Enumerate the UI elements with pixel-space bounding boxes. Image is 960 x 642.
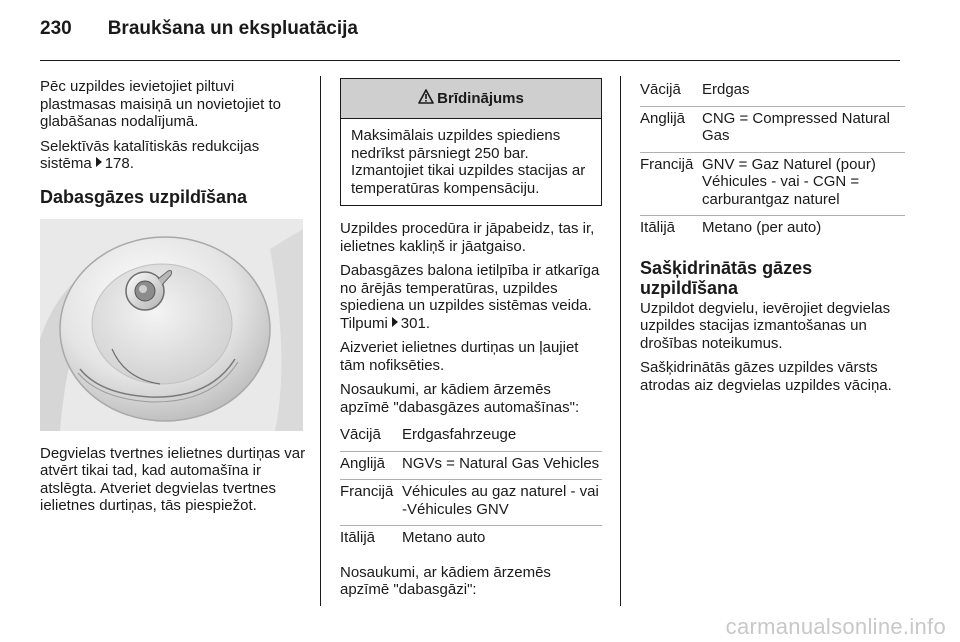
paragraph: Pēc uzpildes ievietojiet piltuvi plastmasas maisiņā un novietojiet to glabāšanas nodalījumā. — [40, 78, 281, 130]
table-cell-country: Francijā — [640, 153, 702, 217]
paragraph: Nosaukumi, ar kādiem ārzemēs apzīmē "dabasgāzes automašīnas": — [340, 381, 580, 416]
section-heading: Sašķidrinātās gāzes uzpildīšana — [640, 257, 813, 298]
paragraph: Uzpildot degvielu, ievērojiet degvielas uzpildes stacijas izmantošanas un drošības noteikumus. — [640, 299, 891, 352]
column-divider-1 — [320, 76, 321, 606]
warning-title: Brīdinājums — [437, 89, 524, 107]
table-cell-name: Erdgasfahrzeuge — [402, 423, 602, 452]
table-cell-country: Vācijā — [340, 423, 402, 452]
column-1 — [40, 78, 308, 522]
page-reference[interactable]: 301. — [400, 314, 430, 332]
paragraph: Aizveriet ielietnes durtiņas un ļaujiet tām nofiksēties. — [340, 339, 579, 374]
table-cell-name: GNV = Gaz Naturel (pour) Véhicules - vai - CGN = carburantgaz naturel — [702, 153, 905, 217]
section-heading: Dabasgāzes uzpildīšana — [40, 186, 248, 207]
page-header — [40, 18, 358, 40]
paragraph: Nosaukumi, ar kādiem ārzemēs apzīmē "dabasgāzi": — [340, 563, 551, 598]
page-number: 230 — [40, 18, 72, 39]
paragraph-xref: Dabasgāzes balona ietilpība ir atkarīga no ārējās temperatūras, uzpildes spiediena un uzpildes sistēmas veida. Tilpumi 301. — [340, 262, 600, 332]
page-reference-icon — [96, 157, 102, 167]
table-cell-name: Erdgas — [702, 78, 905, 107]
table-cell-country: Francijā — [340, 480, 402, 526]
warning-header — [341, 79, 601, 119]
column-divider-2 — [620, 76, 621, 606]
table-cell-name: Véhicules au gaz naturel - vai -Véhicules GNV — [402, 480, 602, 526]
table-cell-country: Itālijā — [340, 529, 376, 546]
table-cell-name: CNG = Compressed Natural Gas — [702, 107, 905, 153]
column-3 — [640, 78, 905, 401]
warning-triangle-icon — [418, 89, 434, 109]
table-cell-name: Metano (per auto) — [702, 219, 822, 236]
paragraph: Degvielas tvertnes ielietnes durtiņas var atvērt tikai tad, kad automašīna ir atslēgta. Atveriet degvielas tvertnes ielietnes durtiņas, tās piespiežot. — [40, 444, 306, 514]
table-cell-name: NGVs = Natural Gas Vehicles — [402, 452, 602, 481]
warning-box — [340, 78, 602, 206]
page-reference-icon — [392, 317, 398, 327]
page-reference[interactable]: 178. — [104, 155, 134, 172]
table-cell-country: Anglijā — [640, 107, 702, 153]
column-2 — [340, 78, 602, 606]
paragraph: Sašķidrinātās gāzes uzpildes vārsts atrodas aiz degvielas uzpildes vāciņa. — [640, 359, 892, 394]
table-cell-country: Vācijā — [640, 78, 702, 107]
vehicle-names-table — [340, 423, 602, 554]
table-cell-name: Metano auto — [402, 529, 486, 546]
paragraph-xref: Selektīvās katalītiskās redukcijas sistēma 178. — [40, 137, 260, 172]
chapter-title: Braukšana un ekspluatācija — [107, 18, 358, 39]
watermark: carmanualsonline.info — [725, 614, 946, 639]
paragraph: Uzpildes procedūra ir jāpabeidz, tas ir, ielietnes kakliņš ir jāatgaiso. — [340, 220, 595, 255]
gas-names-table — [640, 78, 905, 244]
warning-body: Maksimālais uzpildes spiediens nedrīkst pārsniegt 250 bar. Izmantojiet tikai uzpildes stacijas ar temperatūras kompensāciju. — [351, 127, 586, 197]
header-rule — [40, 60, 900, 61]
fuel-filler-cng-nozzle-photo — [40, 219, 303, 431]
table-cell-country: Itālijā — [640, 219, 676, 236]
table-cell-country: Anglijā — [340, 452, 402, 481]
